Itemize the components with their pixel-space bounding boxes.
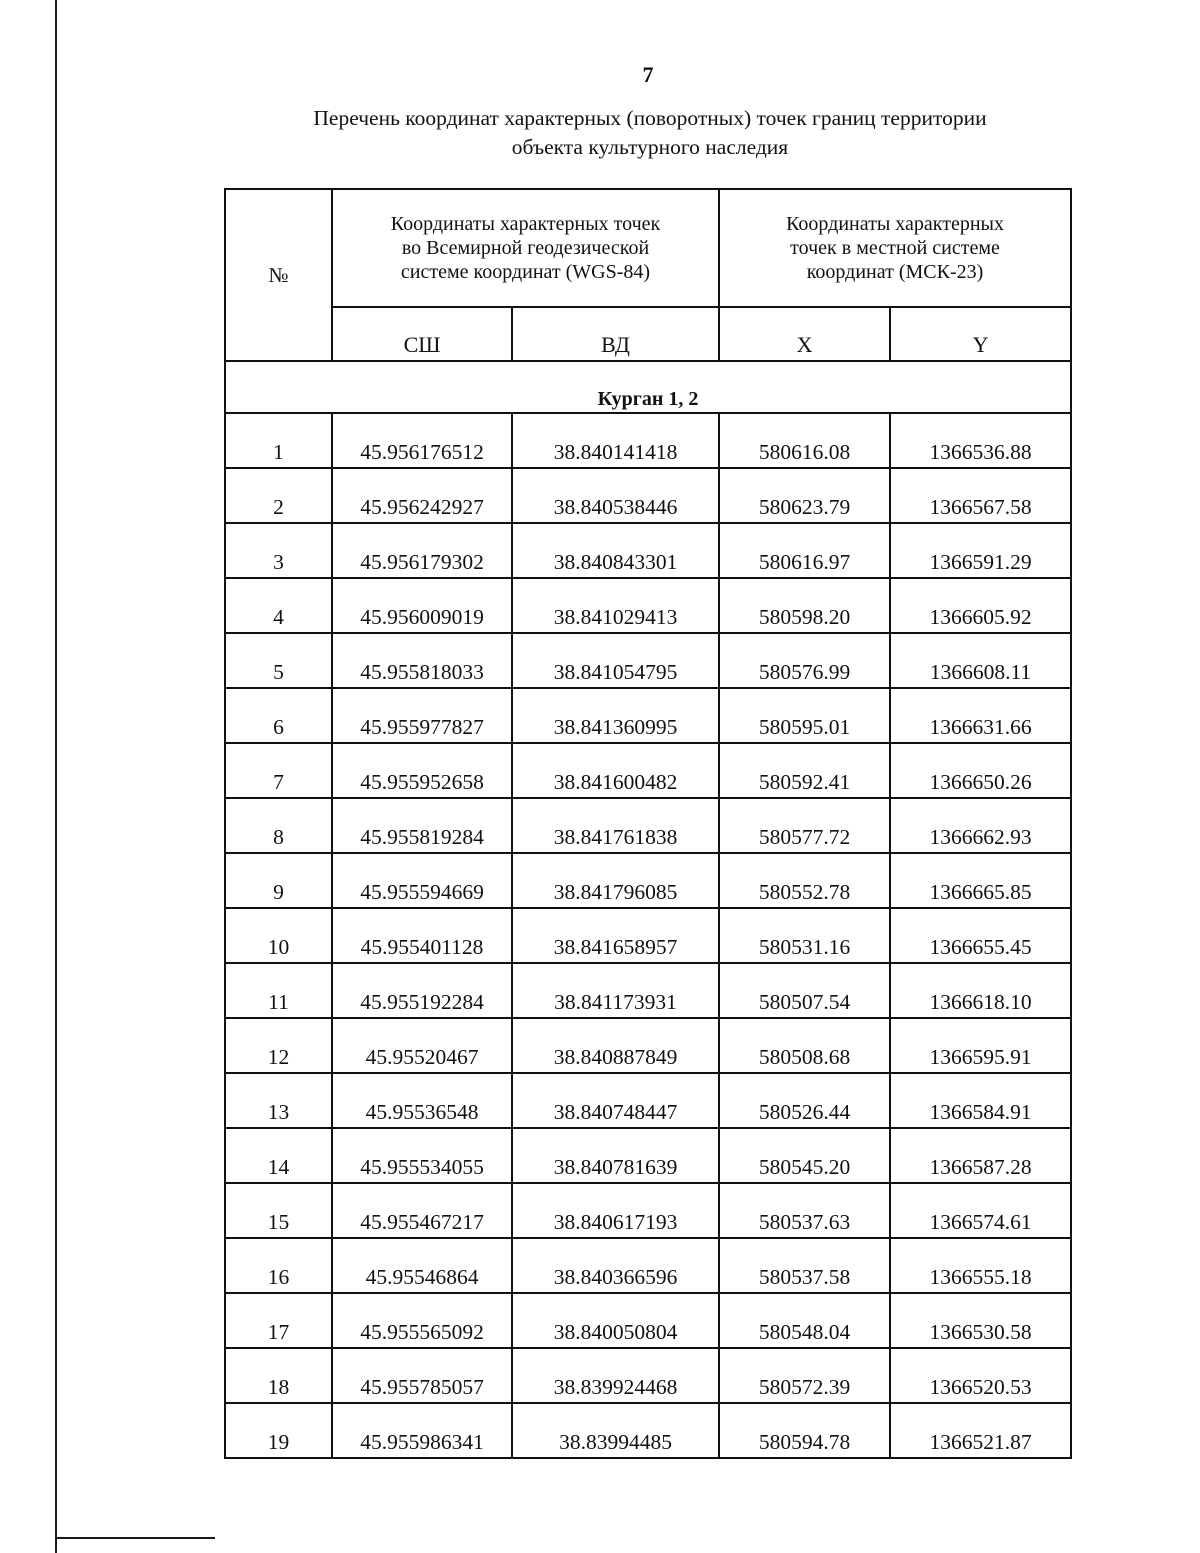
document-title: [230, 104, 1070, 162]
page-bottom-edge: [55, 1537, 215, 1539]
column-header-wgs84: [332, 189, 719, 307]
cell-longitude: 38.841173931: [512, 963, 719, 1018]
cell-x-coordinate: 580598.20: [719, 578, 890, 633]
table-row: [225, 1018, 1071, 1073]
cell-latitude: 45.95520467: [332, 1018, 512, 1073]
msk23-header-line-2: точек в местной системе: [790, 237, 1000, 259]
cell-x-coordinate: 580595.01: [719, 688, 890, 743]
cell-point-number: 10: [225, 908, 332, 963]
cell-x-coordinate: 580537.63: [719, 1183, 890, 1238]
cell-point-number: 13: [225, 1073, 332, 1128]
cell-x-coordinate: 580552.78: [719, 853, 890, 908]
cell-x-coordinate: 580526.44: [719, 1073, 890, 1128]
document-title-line-1: Перечень координат характерных (поворотных) точек границ территории: [313, 106, 987, 130]
cell-longitude: 38.839924468: [512, 1348, 719, 1403]
cell-y-coordinate: 1366631.66: [890, 688, 1071, 743]
cell-x-coordinate: 580616.08: [719, 413, 890, 468]
cell-latitude: 45.955986341: [332, 1403, 512, 1458]
table-row: [225, 523, 1071, 578]
cell-point-number: 3: [225, 523, 332, 578]
cell-y-coordinate: 1366650.26: [890, 743, 1071, 798]
cell-longitude: 38.840781639: [512, 1128, 719, 1183]
cell-y-coordinate: 1366655.45: [890, 908, 1071, 963]
cell-x-coordinate: 580537.58: [719, 1238, 890, 1293]
cell-latitude: 45.955819284: [332, 798, 512, 853]
table-row: [225, 633, 1071, 688]
cell-point-number: 7: [225, 743, 332, 798]
msk23-header-line-3: координат (МСК-23): [806, 261, 984, 283]
cell-longitude: 38.840366596: [512, 1238, 719, 1293]
page-left-edge: [55, 0, 57, 1553]
cell-y-coordinate: 1366567.58: [890, 468, 1071, 523]
cell-point-number: 18: [225, 1348, 332, 1403]
table-row: [225, 743, 1071, 798]
cell-latitude: 45.956179302: [332, 523, 512, 578]
table-row: [225, 1348, 1071, 1403]
cell-y-coordinate: 1366605.92: [890, 578, 1071, 633]
cell-longitude: 38.841796085: [512, 853, 719, 908]
cell-latitude: 45.955818033: [332, 633, 512, 688]
cell-longitude: 38.840887849: [512, 1018, 719, 1073]
section-label: Курган 1, 2: [225, 361, 1071, 413]
cell-x-coordinate: 580507.54: [719, 963, 890, 1018]
cell-x-coordinate: 580531.16: [719, 908, 890, 963]
cell-x-coordinate: 580548.04: [719, 1293, 890, 1348]
cell-latitude: 45.956009019: [332, 578, 512, 633]
cell-latitude: 45.955785057: [332, 1348, 512, 1403]
cell-x-coordinate: 580576.99: [719, 633, 890, 688]
cell-longitude: 38.840617193: [512, 1183, 719, 1238]
cell-y-coordinate: 1366662.93: [890, 798, 1071, 853]
cell-longitude: 38.840141418: [512, 413, 719, 468]
cell-y-coordinate: 1366574.61: [890, 1183, 1071, 1238]
cell-y-coordinate: 1366530.58: [890, 1293, 1071, 1348]
cell-longitude: 38.840050804: [512, 1293, 719, 1348]
cell-point-number: 19: [225, 1403, 332, 1458]
cell-x-coordinate: 580577.72: [719, 798, 890, 853]
cell-point-number: 12: [225, 1018, 332, 1073]
section-row: [225, 361, 1071, 413]
cell-latitude: 45.955467217: [332, 1183, 512, 1238]
table-row: [225, 578, 1071, 633]
cell-longitude: 38.841054795: [512, 633, 719, 688]
table-row: [225, 1073, 1071, 1128]
cell-y-coordinate: 1366591.29: [890, 523, 1071, 578]
column-header-x: X: [719, 307, 890, 361]
cell-latitude: 45.95536548: [332, 1073, 512, 1128]
cell-x-coordinate: 580508.68: [719, 1018, 890, 1073]
cell-point-number: 6: [225, 688, 332, 743]
cell-point-number: 2: [225, 468, 332, 523]
cell-latitude: 45.955594669: [332, 853, 512, 908]
cell-longitude: 38.840748447: [512, 1073, 719, 1128]
cell-longitude: 38.841600482: [512, 743, 719, 798]
table-row: [225, 688, 1071, 743]
table-body: [225, 413, 1071, 1458]
table-header-row: [225, 189, 1071, 307]
table-row: [225, 1128, 1071, 1183]
cell-y-coordinate: 1366595.91: [890, 1018, 1071, 1073]
cell-y-coordinate: 1366665.85: [890, 853, 1071, 908]
cell-longitude: 38.83994485: [512, 1403, 719, 1458]
cell-y-coordinate: 1366520.53: [890, 1348, 1071, 1403]
cell-longitude: 38.841658957: [512, 908, 719, 963]
cell-latitude: 45.956242927: [332, 468, 512, 523]
cell-latitude: 45.95546864: [332, 1238, 512, 1293]
wgs84-header-line-3: системе координат (WGS-84): [400, 261, 651, 283]
cell-point-number: 14: [225, 1128, 332, 1183]
cell-latitude: 45.955977827: [332, 688, 512, 743]
cell-longitude: 38.840538446: [512, 468, 719, 523]
wgs84-header-line-1: Координаты характерных точек: [390, 213, 661, 235]
table-row: [225, 1293, 1071, 1348]
wgs84-header-line-2: во Всемирной геодезической: [401, 237, 650, 259]
cell-latitude: 45.955952658: [332, 743, 512, 798]
cell-y-coordinate: 1366618.10: [890, 963, 1071, 1018]
cell-point-number: 1: [225, 413, 332, 468]
cell-x-coordinate: 580572.39: [719, 1348, 890, 1403]
cell-longitude: 38.841360995: [512, 688, 719, 743]
cell-y-coordinate: 1366521.87: [890, 1403, 1071, 1458]
cell-y-coordinate: 1366536.88: [890, 413, 1071, 468]
column-header-latitude: СШ: [332, 307, 512, 361]
cell-point-number: 4: [225, 578, 332, 633]
cell-x-coordinate: 580545.20: [719, 1128, 890, 1183]
page-number: 7: [642, 62, 654, 87]
column-header-longitude: ВД: [512, 307, 719, 361]
cell-longitude: 38.841029413: [512, 578, 719, 633]
column-header-msk23: [719, 189, 1071, 307]
table-row: [225, 908, 1071, 963]
cell-latitude: 45.956176512: [332, 413, 512, 468]
cell-latitude: 45.955565092: [332, 1293, 512, 1348]
cell-x-coordinate: 580592.41: [719, 743, 890, 798]
table-row: [225, 853, 1071, 908]
document-title-line-2: объекта культурного наследия: [511, 135, 789, 159]
table-row: [225, 1238, 1071, 1293]
column-header-y: Y: [890, 307, 1071, 361]
table-row: [225, 963, 1071, 1018]
cell-point-number: 9: [225, 853, 332, 908]
cell-y-coordinate: 1366608.11: [890, 633, 1071, 688]
cell-point-number: 16: [225, 1238, 332, 1293]
table-row: [225, 413, 1071, 468]
table-row: [225, 1183, 1071, 1238]
cell-longitude: 38.841761838: [512, 798, 719, 853]
cell-point-number: 17: [225, 1293, 332, 1348]
table-row: [225, 468, 1071, 523]
table-row: [225, 798, 1071, 853]
column-header-number: №: [225, 189, 332, 361]
cell-point-number: 11: [225, 963, 332, 1018]
table-subheader-row: [225, 307, 1071, 361]
cell-y-coordinate: 1366584.91: [890, 1073, 1071, 1128]
cell-point-number: 8: [225, 798, 332, 853]
cell-latitude: 45.955192284: [332, 963, 512, 1018]
cell-x-coordinate: 580594.78: [719, 1403, 890, 1458]
msk23-header-line-1: Координаты характерных: [786, 213, 1004, 235]
cell-y-coordinate: 1366587.28: [890, 1128, 1071, 1183]
cell-y-coordinate: 1366555.18: [890, 1238, 1071, 1293]
table-row: [225, 1403, 1071, 1458]
cell-x-coordinate: 580623.79: [719, 468, 890, 523]
cell-x-coordinate: 580616.97: [719, 523, 890, 578]
cell-longitude: 38.840843301: [512, 523, 719, 578]
cell-point-number: 5: [225, 633, 332, 688]
cell-latitude: 45.955534055: [332, 1128, 512, 1183]
coordinates-table: [224, 188, 1072, 1459]
cell-point-number: 15: [225, 1183, 332, 1238]
cell-latitude: 45.955401128: [332, 908, 512, 963]
